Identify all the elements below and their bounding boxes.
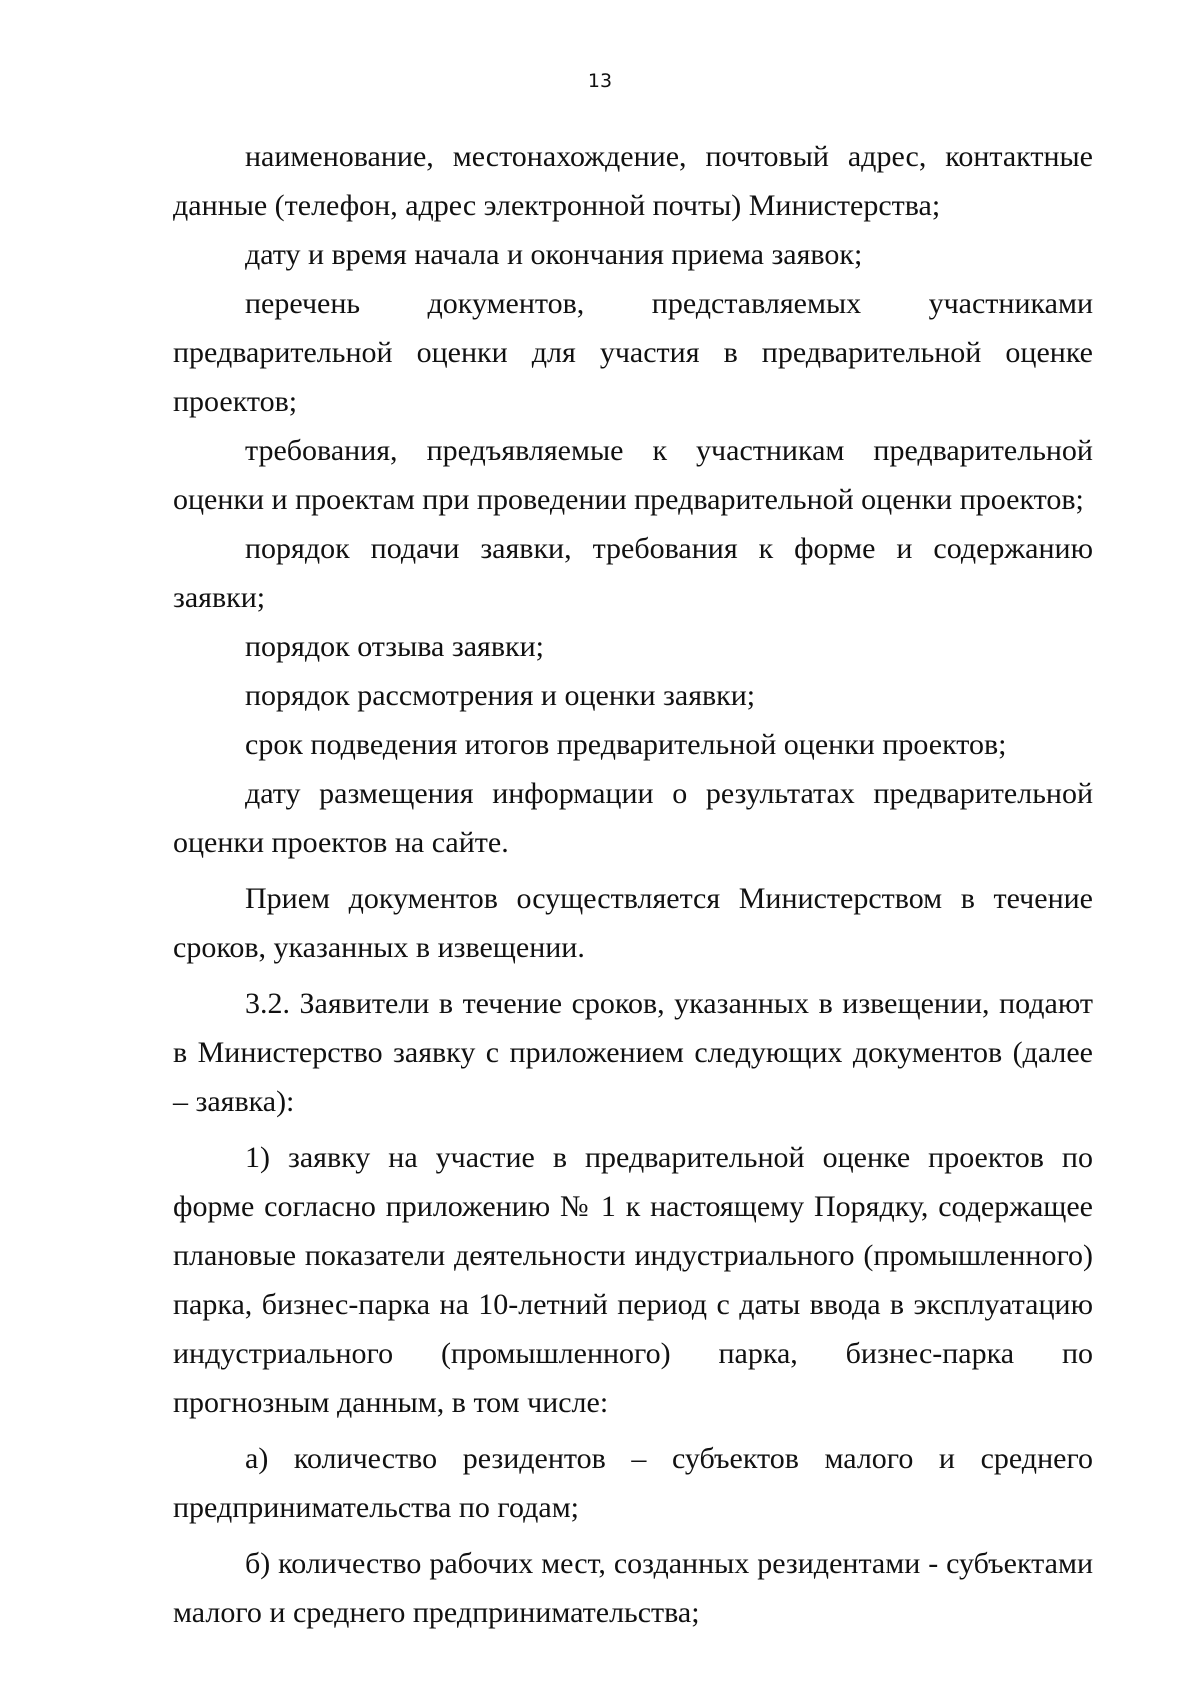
paragraph-notice-item-deadline: срок подведения итогов предварительной оценки проектов;: [245, 728, 1007, 761]
paragraph-notice-item-review: порядок рассмотрения и оценки заявки;: [245, 679, 756, 712]
paragraph-section-3-2: 3.2. Заявители в течение сроков, указанных в извещении, подают в Министерство заявку с приложением следующих документов (далее – заявка):: [173, 987, 1093, 1118]
paragraph-item-a: а) количество резидентов – субъектов малого и среднего предпринимательства по годам;: [173, 1442, 1093, 1524]
paragraph-notice-item-publication: дату размещения информации о результатах предварительной оценки проектов на сайте.: [173, 777, 1093, 859]
paragraph-item-b: б) количество рабочих мест, созданных резидентами - субъектами малого и среднего предпринимательства;: [173, 1547, 1093, 1629]
paragraph-notice-item-withdrawal: порядок отзыва заявки;: [245, 630, 544, 663]
paragraph-notice-item-requirements: требования, предъявляемые к участникам предварительной оценки и проектам при проведении предварительной оценки проектов;: [173, 434, 1093, 516]
document-body: [173, 132, 1093, 1637]
paragraph-item-1: 1) заявку на участие в предварительной оценке проектов по форме согласно приложению № 1 к настоящему Порядку, содержащее плановые показатели деятельности индустриального (промышленного) парка, бизнес-парка на 10-летний период с даты ввода в эксплуатацию индустриального (промышленного) парка, бизнес-парка по прогнозным данным, в том числе:: [173, 1141, 1093, 1419]
paragraph-notice-item-name: наименование, местонахождение, почтовый адрес, контактные данные (телефон, адрес электронной почты) Министерства;: [173, 140, 1093, 222]
paragraph-notice-item-documents: перечень документов, представляемых участниками предварительной оценки для участия в предварительной оценке проектов;: [173, 287, 1093, 418]
paragraph-notice-item-submission: порядок подачи заявки, требования к форме и содержанию заявки;: [173, 532, 1093, 614]
page-number: 13: [587, 70, 613, 92]
paragraph-acceptance: Прием документов осуществляется Министерством в течение сроков, указанных в извещении.: [173, 882, 1093, 964]
paragraph-notice-item-dates: дату и время начала и окончания приема заявок;: [245, 238, 863, 271]
